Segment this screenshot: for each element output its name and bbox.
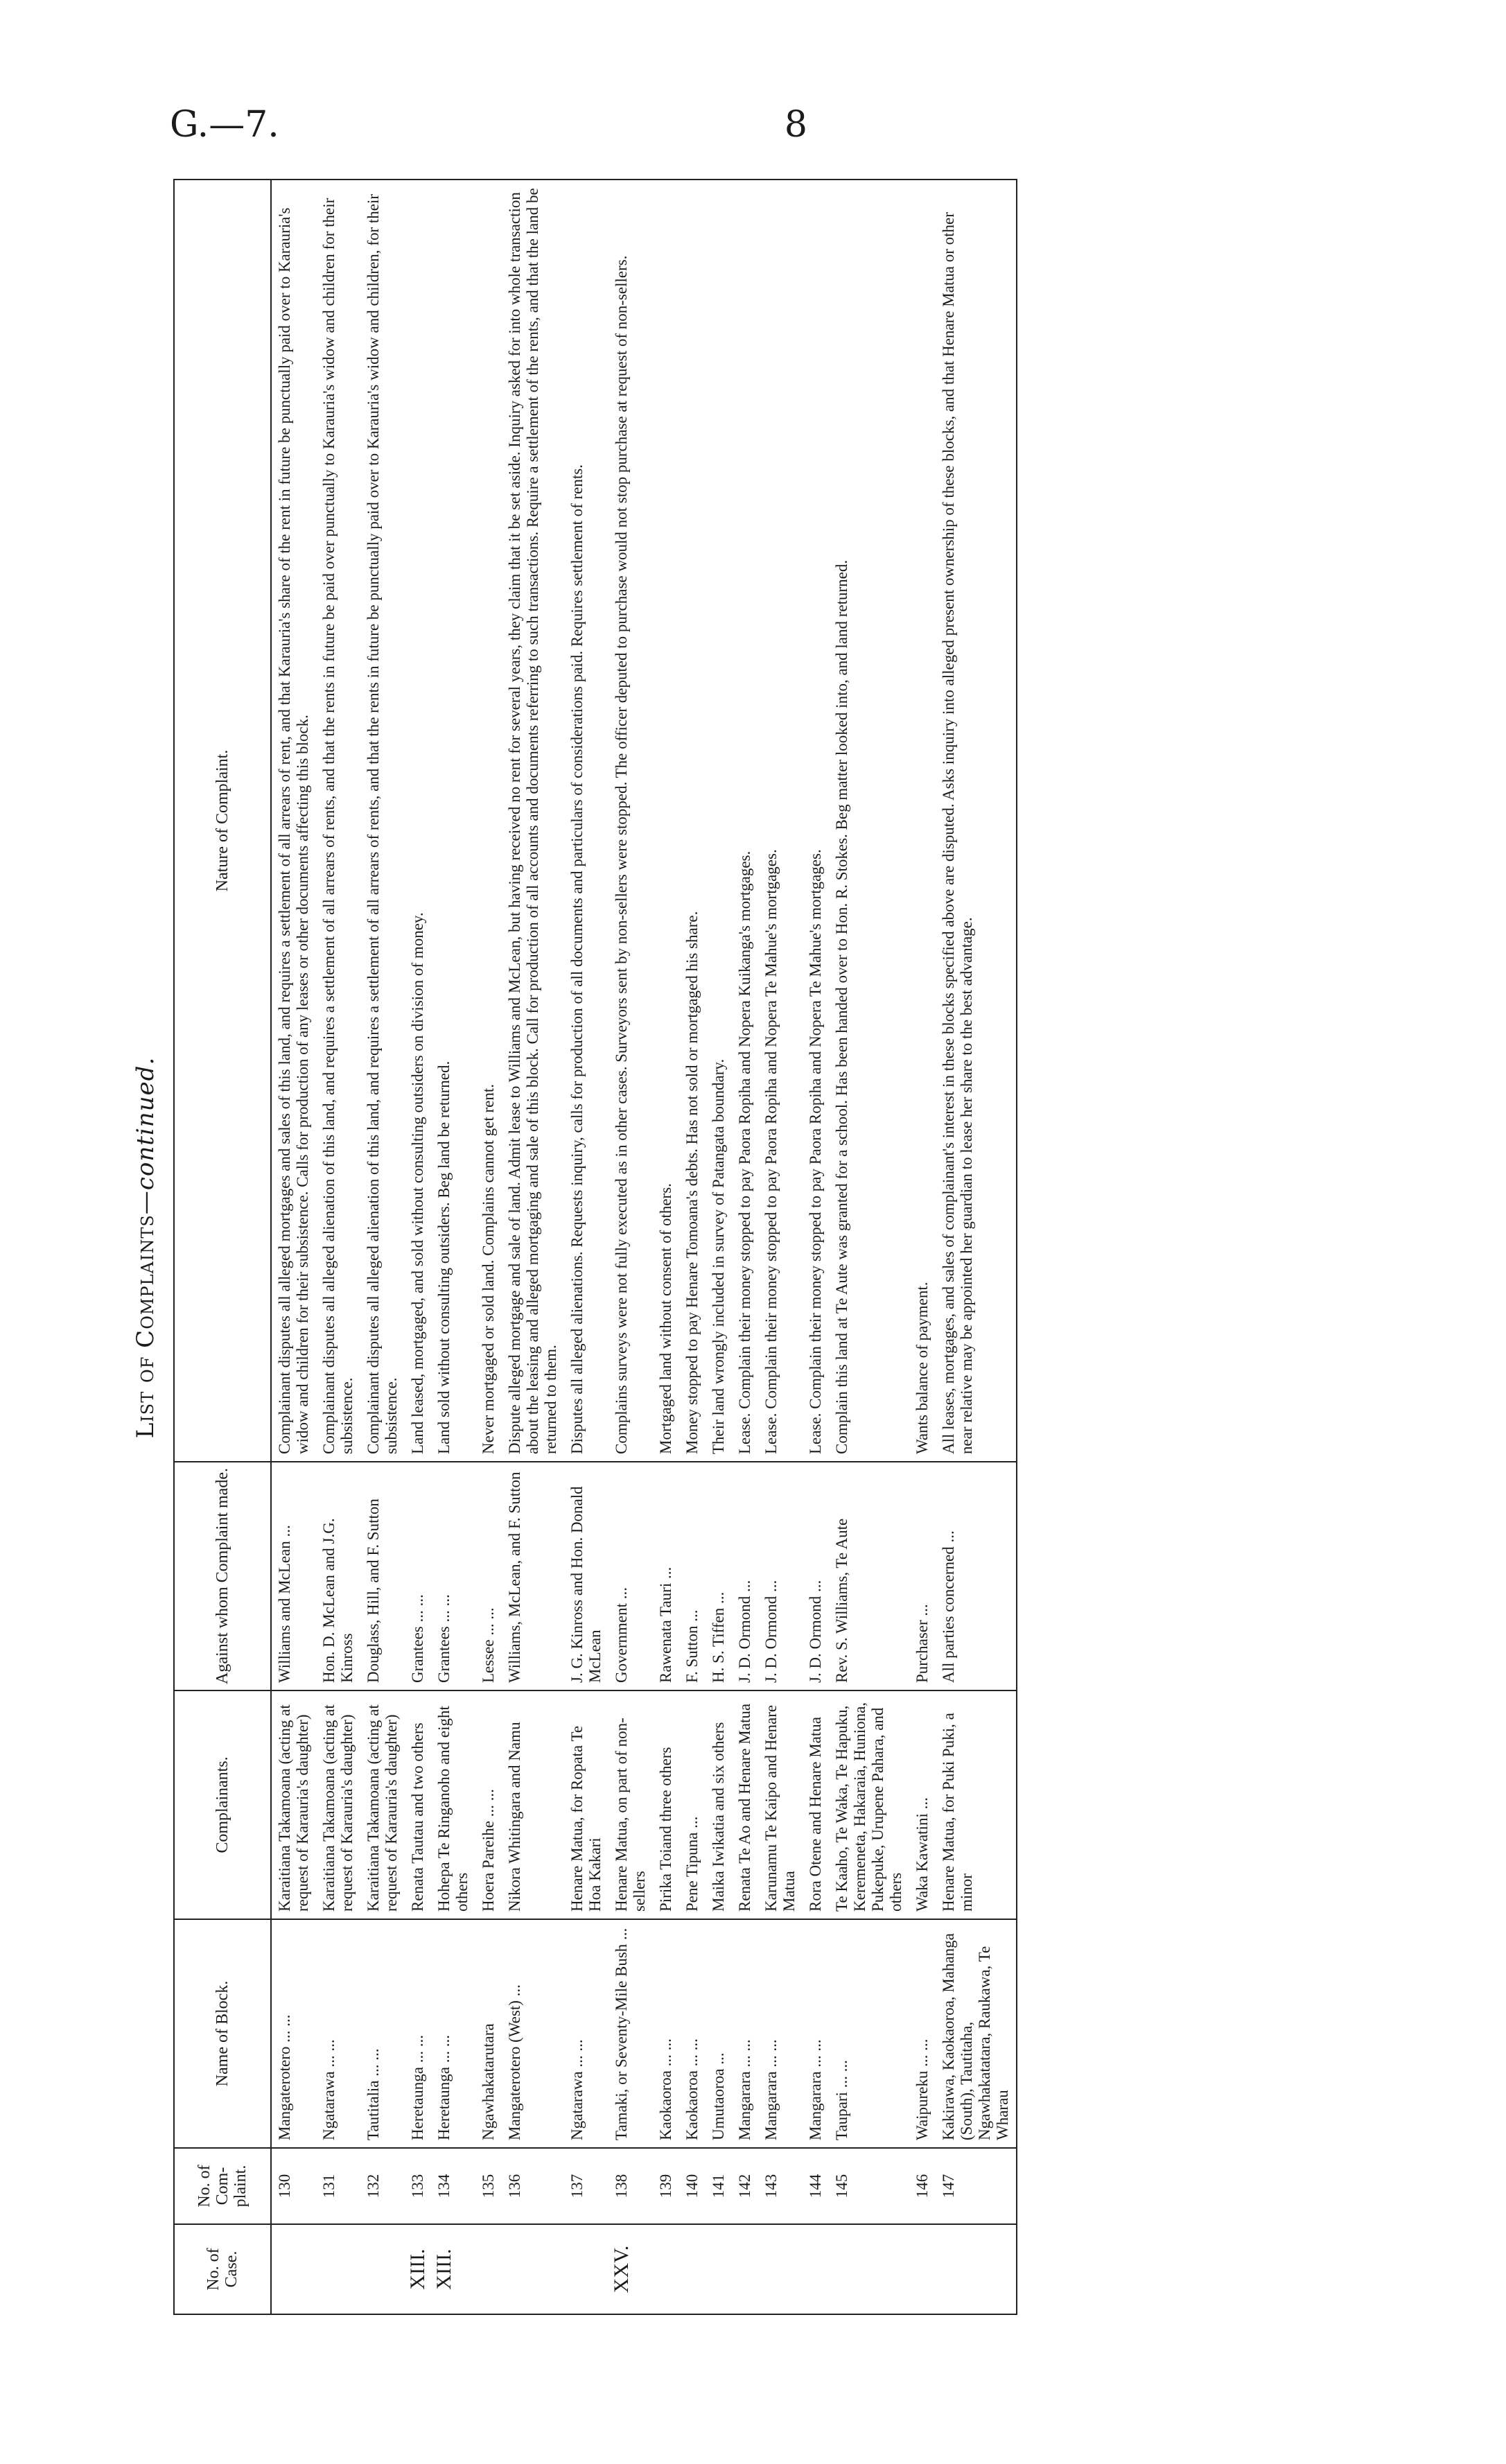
page-header: [170, 104, 807, 159]
complainants-cell: Hoera Pareihe ... ...: [475, 1690, 502, 1919]
block-cell: Umutaoroa ...: [706, 1919, 732, 2148]
against-cell: J. D. Ormond ...: [758, 1462, 803, 1690]
table-row: [271, 180, 316, 2314]
case-cell: [936, 2224, 1017, 2314]
against-cell: Rev. S. Williams, Te Aute: [829, 1462, 909, 1690]
complaint-number-cell: 146: [909, 2148, 936, 2224]
document-reference: G.—7.: [170, 104, 279, 146]
nature-cell: Dispute alleged mortgage and sale of land. Admit lease to Williams and McLean, but having received no rent for several years, they claim that it be set aside. Inquiry asked for into whole transaction about the leasing and alleged mortgaging and sale of this block. Call for production of all accounts and documents referring to such transactions. Require a settlement of the rents, and that the land be returned to them.: [502, 180, 564, 1462]
block-cell: Ngatarawa ... ...: [316, 1919, 360, 2148]
case-cell: [803, 2224, 829, 2314]
block-cell: Mangarara ... ...: [732, 1919, 758, 2148]
nature-cell: All leases, mortgages, and sales of complainant's interest in these blocks specified above are disputed. Asks inquiry into alleged present ownership of these blocks, and that Henare Matua or other near relative may be appointed her guardian to lease her share to the best advantage.: [936, 180, 1017, 1462]
block-cell: Mangarara ... ...: [758, 1919, 803, 2148]
against-cell: J. G. Kinross and Hon. Donald McLean: [564, 1462, 608, 1690]
complainants-cell: Waka Kawatini ...: [909, 1690, 936, 1919]
table-row: [475, 180, 502, 2314]
complainants-cell: Karaitiana Takamoana (acting at request of Karauria's daughter): [316, 1690, 360, 1919]
case-cell: [502, 2224, 564, 2314]
block-cell: Kaokaoroa ... ...: [653, 1919, 679, 2148]
col-header-nature: Nature of Complaint.: [174, 180, 271, 1462]
block-cell: Taupari ... ...: [829, 1919, 909, 2148]
against-cell: Lessee ... ...: [475, 1462, 502, 1690]
complainants-cell: Karaitiana Takamoana (acting at request of Karauria's daughter): [271, 1690, 316, 1919]
table-row: [829, 180, 909, 2314]
table-title: [132, 180, 159, 2315]
nature-cell: Complainant disputes all alleged mortgages and sales of this land, and requires a settlement of all arrears of rent, and that Karauria's share of the rent in future be punctually paid over to Karauria's widow and children for their subsistence. Calls for production of any leases or other documents affecting this block.: [271, 180, 316, 1462]
complaint-number-cell: 136: [502, 2148, 564, 2224]
case-cell: [271, 2224, 316, 2314]
complainants-cell: Renata Tautau and two others: [405, 1690, 431, 1919]
nature-cell: Complain this land at Te Aute was granted for a school. Has been handed over to Hon. R. Stokes. Beg matter looked into, and land returned.: [829, 180, 909, 1462]
table-row: [936, 180, 1017, 2314]
complainants-cell: Henare Matua, on part of non-sellers: [608, 1690, 653, 1919]
nature-cell: Never mortgaged or sold land. Complains cannot get rent.: [475, 180, 502, 1462]
case-cell: [732, 2224, 758, 2314]
case-cell: [679, 2224, 706, 2314]
complaint-number-cell: 140: [679, 2148, 706, 2224]
nature-cell: Disputes all alleged alienations. Requests inquiry, calls for production of all documents and particulars of considerations paid. Requires settlement of rents.: [564, 180, 608, 1462]
case-cell: [316, 2224, 360, 2314]
complaint-number-cell: 139: [653, 2148, 679, 2224]
case-cell: XIII.: [431, 2224, 475, 2314]
case-cell: XXV.: [608, 2224, 653, 2314]
col-header-case: No. of Case.: [174, 2224, 271, 2314]
table-row: [679, 180, 706, 2314]
case-cell: XIII.: [405, 2224, 431, 2314]
complaint-number-cell: 137: [564, 2148, 608, 2224]
complaint-number-cell: 142: [732, 2148, 758, 2224]
complaint-number-cell: 131: [316, 2148, 360, 2224]
complainants-cell: Henare Matua, for Puki Puki, a minor: [936, 1690, 1017, 1919]
table-header-row: [174, 180, 271, 2314]
nature-cell: Their land wrongly included in survey of Patangata boundary.: [706, 180, 732, 1462]
against-cell: Rawenata Tauri ...: [653, 1462, 679, 1690]
against-cell: Purchaser ...: [909, 1462, 936, 1690]
block-cell: Heretaunga ... ...: [431, 1919, 475, 2148]
rotated-table-container: [132, 180, 1282, 2315]
table-row: [732, 180, 758, 2314]
against-cell: Grantees ... ...: [405, 1462, 431, 1690]
nature-cell: Land leased, mortgaged, and sold without consulting outsiders on division of money.: [405, 180, 431, 1462]
nature-cell: Complainant disputes all alleged alienation of this land, and requires a settlement of all arrears of rents, and that the rents in future be punctually paid over to Karauria's widow and children, for their subsistence.: [360, 180, 405, 1462]
complainants-cell: Maika Iwikatia and six others: [706, 1690, 732, 1919]
table-row: [706, 180, 732, 2314]
against-cell: F. Sutton ...: [679, 1462, 706, 1690]
table-row: [360, 180, 405, 2314]
block-cell: Kaokaoroa ... ...: [679, 1919, 706, 2148]
complainants-cell: Nikora Whitingara and Namu: [502, 1690, 564, 1919]
complainants-cell: Pene Tipuna ...: [679, 1690, 706, 1919]
table-row: [803, 180, 829, 2314]
against-cell: Williams and McLean ...: [271, 1462, 316, 1690]
complaint-number-cell: 133: [405, 2148, 431, 2224]
case-cell: [564, 2224, 608, 2314]
nature-cell: Complainant disputes all alleged alienation of this land, and requires a settlement of all arrears of rents, and that the rents in future be paid over punctually to Karauria's widow and children for their subsistence.: [316, 180, 360, 1462]
table-title-suffix: —continued.: [132, 1056, 159, 1215]
case-cell: [475, 2224, 502, 2314]
complainants-cell: Hohepa Te Ringanoho and eight others: [431, 1690, 475, 1919]
against-cell: Grantees ... ...: [431, 1462, 475, 1690]
table-body: [271, 180, 1017, 2314]
block-cell: Tautitalia ... ...: [360, 1919, 405, 2148]
against-cell: Douglass, Hill, and F. Sutton: [360, 1462, 405, 1690]
block-cell: Ngatarawa ... ...: [564, 1919, 608, 2148]
against-cell: J. D. Ormond ...: [732, 1462, 758, 1690]
against-cell: Government ...: [608, 1462, 653, 1690]
complaints-table: [173, 179, 1017, 2315]
table-row: [564, 180, 608, 2314]
complaint-number-cell: 138: [608, 2148, 653, 2224]
nature-cell: Lease. Complain their money stopped to pay Paora Ropiha and Nopera Te Mahue's mortgages.: [758, 180, 803, 1462]
against-cell: Williams, McLean, and F. Sutton: [502, 1462, 564, 1690]
against-cell: Hon. D. McLean and J.G. Kinross: [316, 1462, 360, 1690]
complaint-number-cell: 144: [803, 2148, 829, 2224]
nature-cell: Land sold without consulting outsiders. Beg land be returned.: [431, 180, 475, 1462]
block-cell: Mangaterotero ... ...: [271, 1919, 316, 2148]
col-header-against: Against whom Complaint made.: [174, 1462, 271, 1690]
against-cell: H. S. Tiffen ...: [706, 1462, 732, 1690]
table-row: [405, 180, 431, 2314]
against-cell: All parties concerned ...: [936, 1462, 1017, 1690]
block-cell: Waipureku ... ...: [909, 1919, 936, 2148]
case-cell: [909, 2224, 936, 2314]
col-header-complainants: Complainants.: [174, 1690, 271, 1919]
complainants-cell: Renata Te Ao and Henare Matua: [732, 1690, 758, 1919]
table-row: [909, 180, 936, 2314]
complainants-cell: Karunamu Te Kaipo and Henare Matua: [758, 1690, 803, 1919]
complaint-number-cell: 147: [936, 2148, 1017, 2224]
table-row: [316, 180, 360, 2314]
block-cell: Mangaterotero (West) ...: [502, 1919, 564, 2148]
nature-cell: Money stopped to pay Henare Tomoana's debts. Has not sold or mortgaged his share.: [679, 180, 706, 1462]
table-row: [653, 180, 679, 2314]
block-cell: Heretaunga ... ...: [405, 1919, 431, 2148]
block-cell: Kakirawa, Kaokaoroa, Mahanga (South), Tautitaha, Ngawhakatatara, Raukawa, Te Wharau: [936, 1919, 1017, 2148]
table-row: [431, 180, 475, 2314]
against-cell: J. D. Ormond ...: [803, 1462, 829, 1690]
case-cell: [829, 2224, 909, 2314]
block-cell: Tamaki, or Seventy-Mile Bush ...: [608, 1919, 653, 2148]
table-row: [502, 180, 564, 2314]
nature-cell: Complains surveys were not fully executed as in other cases. Surveyors sent by non-sellers were stopped. The officer deputed to purchase would not stop purchase at request of non-sellers.: [608, 180, 653, 1462]
nature-cell: Lease. Complain their money stopped to pay Paora Ropiha and Nopera Kuikanga's mortgages.: [732, 180, 758, 1462]
complaint-number-cell: 145: [829, 2148, 909, 2224]
table-row: [608, 180, 653, 2314]
complaint-number-cell: 130: [271, 2148, 316, 2224]
nature-cell: Lease. Complain their money stopped to pay Paora Ropiha and Nopera Te Mahue's mortgages.: [803, 180, 829, 1462]
complainants-cell: Karaitiana Takamoana (acting at request of Karauria's daughter): [360, 1690, 405, 1919]
case-cell: [360, 2224, 405, 2314]
complaint-number-cell: 143: [758, 2148, 803, 2224]
case-cell: [706, 2224, 732, 2314]
col-header-block: Name of Block.: [174, 1919, 271, 2148]
complaint-number-cell: 132: [360, 2148, 405, 2224]
block-cell: Mangarara ... ...: [803, 1919, 829, 2148]
complainants-cell: Rora Otene and Henare Matua: [803, 1690, 829, 1919]
nature-cell: Wants balance of payment.: [909, 180, 936, 1462]
complainants-cell: Te Kaaho, Te Waka, Te Hapuku, Keremeneta, Hakaraia, Huniona, Pukepuke, Urupene Pahara, and others: [829, 1690, 909, 1919]
complainants-cell: Pirika Toiand three others: [653, 1690, 679, 1919]
col-header-complaint-number: No. of Com-plaint.: [174, 2148, 271, 2224]
table-row: [758, 180, 803, 2314]
nature-cell: Mortgaged land without consent of others.: [653, 180, 679, 1462]
complaint-number-cell: 141: [706, 2148, 732, 2224]
case-cell: [758, 2224, 803, 2314]
complainants-cell: Henare Matua, for Ropata Te Hoa Kakari: [564, 1690, 608, 1919]
table-title-main: List of Complaints: [132, 1214, 159, 1439]
case-cell: [653, 2224, 679, 2314]
page-number: 8: [784, 104, 807, 146]
block-cell: Ngawhakatarutara: [475, 1919, 502, 2148]
complaint-number-cell: 134: [431, 2148, 475, 2224]
complaint-number-cell: 135: [475, 2148, 502, 2224]
